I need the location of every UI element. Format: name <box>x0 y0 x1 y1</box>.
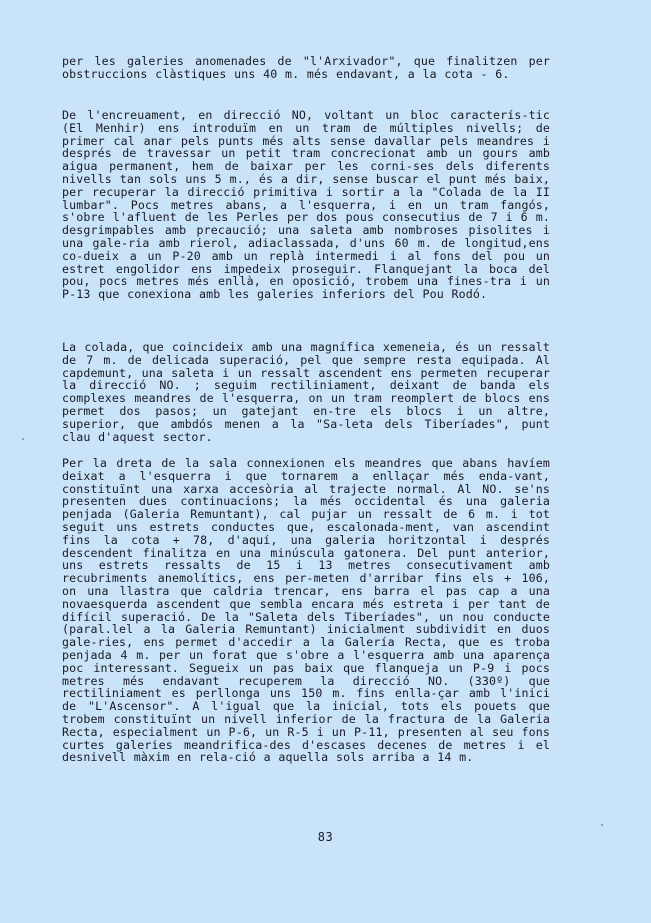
paragraph-saleta-tiberiades <box>62 457 550 764</box>
paragraph-la-colada <box>62 341 550 443</box>
scan-speck <box>601 824 603 826</box>
page-number: 83 <box>317 830 334 844</box>
paragraph-text: La colada, que coincideix amb una magnífica xemeneia, és un ressalt de 7 m. de delicada superació, pel que sempre resta equipada. Al capdemunt, una saleta i un ressalt ascendent ens permeten recuperar la direcció NO. ; seguim rectiliniament, deixant de banda els complexes meandres de l'esquerra, on un tram reomplert de blocs ens permet dos pasos; un gatejant en-tre els blocs i un altre, superior, que ambdós menen a la "Sa-leta dels Tiberíades", punt clau d'aquest sector. <box>62 340 550 444</box>
paragraph-text: Per la dreta de la sala connexionen els meandres que abans havíem deixat a l'esquerra i que tornarem a enllaçar més enda-vant, constituïnt una xarxa accesòria al trajecte normal. Al NO. se'ns presenten dues continuacions; la més occidental és una galeria penjada (Galeria Remuntant), cal pujar un ressalt de 6 m. i tot seguit uns estrets conductes que, escalonada-ment, van ascendint fins la cota + 78, d'aquí, una galeria horitzontal i després descendent finalitza en una minúscula gatonera. Del punt anterior, uns estrets ressalts de 15 i 13 metres consecutivament amb recubriments anemolítics, ens per-meten d'arribar fins els + 106, on una llastra que caldria trencar, ens barra el pas cap a una novaesquerda ascendent que sembla encara més estreta i per tant de difícil superació. De la "Saleta dels Tiberíades", un nou conducte (paral.lel a la Galeria Remuntant) inicialment subdividit en duos gale-ries, ens permet d'accedir a la Galería Recta, que es troba penjada 4 m. per un forat que s'obre a l'esquerra amb una aparença poc interessant. Segueix un pas baix que flanqueja un P-9 i pocs metres més endavant recuperem la direcció NO. (330º) que rectiliniament es perllonga uns 150 m. fins enlla-çar amb l'inici de "L'Ascensor". A l'igual que la inicial, tots els pouets que trobem constituïnt un nivell inferior de la fractura de la Galeria Recta, especialment un P-6, un R-5 i un P-11, presenten al seu fons curtes galeries meandrifica-des d'escases decenes de metres i el desnivell màxim en rela-ció a aquella sols arriba a 14 m. <box>62 456 550 765</box>
paragraph-el-menhir <box>62 109 550 301</box>
paragraph-text: De l'encreuament, en direcció NO, voltant un bloc caracterís-tic (El Menhir) ens introduïm en un tram de múltiples nivells; de primer cal anar pels punts més alts sense davallar pels meandres i després de travessar un petit tram concrecionat amb un gours amb aigua permanent, hem de baixar per les corni-ses dels diferents nivells tan sols uns 5 m., és a dir, sense buscar el punt més baix, per recuperar la direcció primitiva i sortir a la "Colada de la II lumbar". Pocs metres abans, a l'esquerra, i en un tram fangós, s'obre l'afluent de les Perles per dos pous consecutius de 7 i 6 m. desgrimpables amb precaució; una saleta amb nombroses pisolites i una gale-ria amb rierol, adiaclassada, d'uns 60 m. de longitud,ens co-dueix a un P-20 amb un replà intermedi i al fons del pou un estret engolidor ens impedeix proseguir. Flanquejant la boca del pou, pocs metres més enllà, en oposició, trobem una fines-tra i un P-13 que conexiona amb les galeries inferiors del Pou Rodó. <box>62 108 550 302</box>
paragraph-continuation <box>62 55 550 81</box>
paragraph-text: per les galeries anomenades de "l'Arxivador", que finalitzen per obstruccions clàstiques uns 40 m. més endavant, a la cota - 6. <box>62 54 550 81</box>
scan-speck <box>22 438 24 440</box>
